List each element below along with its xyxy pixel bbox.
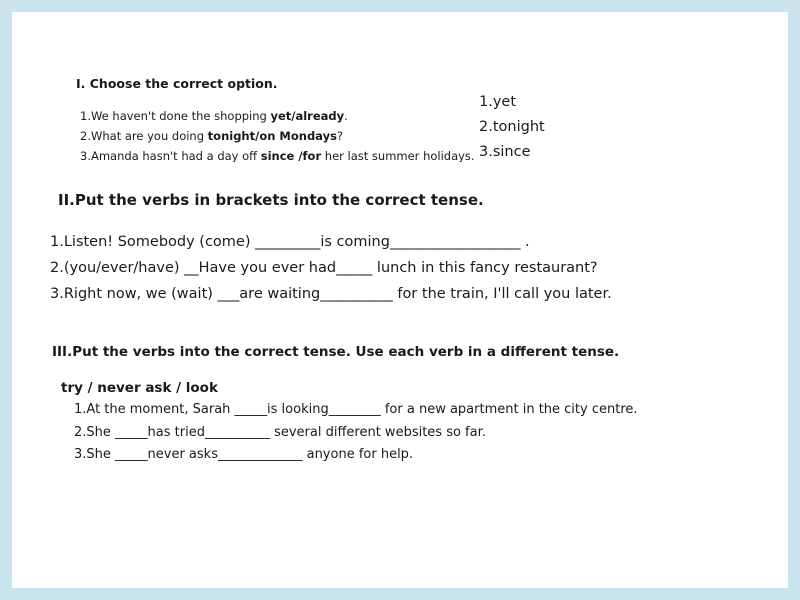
item-options: yet/already <box>270 109 345 123</box>
section-3-item-3: 3.She _____never asks_____________ anyone for help. <box>74 447 414 462</box>
section-2-item-3: 3.Right now, we (wait) ___are waiting__________ for the train, I'll call you later. <box>50 286 612 302</box>
section-3-item-1: 1.At the moment, Sarah _____is looking________ for a new apartment in the city centre. <box>74 402 638 417</box>
answer-3: 3.since <box>479 144 531 160</box>
verb-list: try / never ask / look <box>61 380 218 396</box>
item-options: tonight/on Mondays <box>207 129 337 143</box>
answer-2: 2.tonight <box>479 119 545 135</box>
item-text: Amanda hasn't had a day off <box>90 149 261 162</box>
item-text-end: ? <box>336 129 344 143</box>
section-2-title: II.Put the verbs in brackets into the correct tense. <box>58 191 484 209</box>
section-3-title: III.Put the verbs into the correct tense. Use each verb in a different tense. <box>52 344 620 360</box>
section-2-item-2: 2.(you/ever/have) __Have you ever had_____ lunch in this fancy restaurant? <box>50 260 598 276</box>
section-1-item-3 <box>80 149 480 162</box>
answer-1: 1.yet <box>479 94 517 110</box>
section-1-item-2 <box>80 129 343 143</box>
item-text-end: her last summer holidays. <box>321 149 475 162</box>
section-3-item-2: 2.She _____has tried__________ several different websites so far. <box>74 425 486 440</box>
section-1-title: I. Choose the correct option. <box>76 76 278 91</box>
item-number: 1. <box>80 109 91 123</box>
section-2-item-1: 1.Listen! Somebody (come) _________is coming__________________ . <box>50 234 530 250</box>
worksheet-page <box>12 12 788 588</box>
item-text: We haven't done the shopping <box>90 109 271 123</box>
item-text-end: . <box>344 109 348 123</box>
item-options: since /for <box>260 149 322 162</box>
item-text: What are you doing <box>90 129 208 143</box>
item-number: 2. <box>80 129 91 143</box>
item-number: 3. <box>80 149 91 162</box>
section-1-item-1 <box>80 109 348 123</box>
